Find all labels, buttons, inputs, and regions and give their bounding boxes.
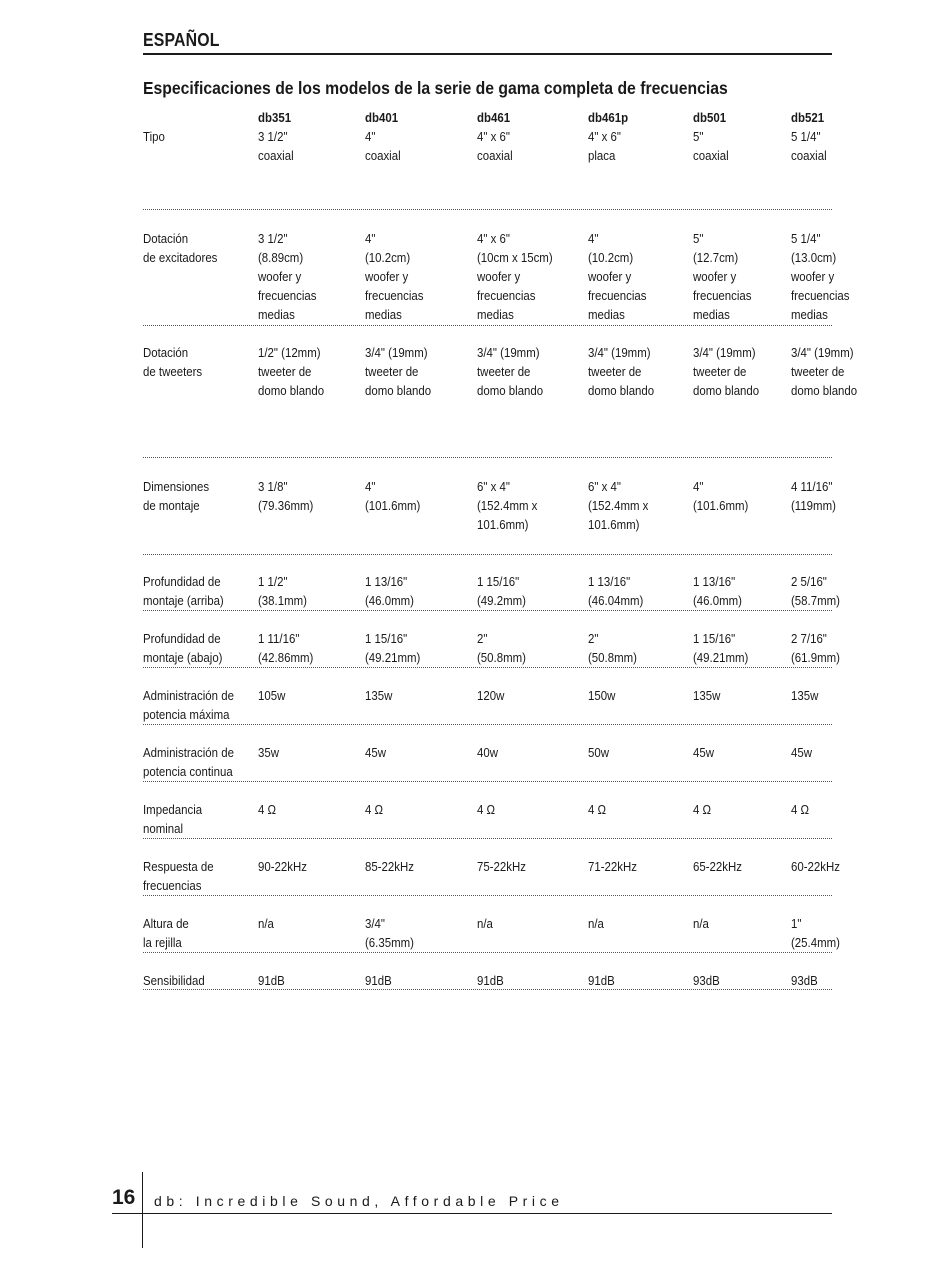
- spec-value-line: (58.7mm): [791, 593, 840, 608]
- spec-value-line: 45w: [365, 745, 386, 760]
- model-header: db461p: [588, 110, 629, 125]
- spec-value-line: 1 11/16": [258, 631, 300, 646]
- spec-value-line: 3 1/2": [258, 129, 288, 144]
- spec-value-line: frecuencias: [588, 288, 647, 303]
- spec-value-line: (25.4mm): [791, 935, 840, 950]
- spec-value: [477, 686, 504, 705]
- spec-row: [143, 343, 863, 477]
- spec-value-line: n/a: [258, 916, 274, 931]
- row-separator: [143, 781, 832, 782]
- spec-label-line: de montaje: [143, 498, 200, 513]
- spec-value-line: coaxial: [693, 148, 729, 163]
- spec-value-line: (79.36mm): [258, 498, 314, 513]
- spec-value-line: 35w: [258, 745, 279, 760]
- spec-value: [365, 686, 392, 705]
- spec-value: [258, 477, 313, 515]
- model-header: db521: [791, 110, 825, 125]
- spec-value-line: 4": [693, 479, 704, 494]
- spec-value-line: (50.8mm): [477, 650, 526, 665]
- spec-value-line: 65-22kHz: [693, 859, 742, 874]
- spec-label-line: de tweeters: [143, 364, 203, 379]
- spec-value: [365, 127, 401, 165]
- spec-value-line: frecuencias: [365, 288, 424, 303]
- spec-value: [791, 572, 840, 610]
- spec-value-line: (50.8mm): [588, 650, 637, 665]
- spec-value-line: 1 15/16": [365, 631, 408, 646]
- spec-value: [791, 914, 840, 952]
- spec-value-line: (10cm x 15cm): [477, 250, 553, 265]
- spec-value-line: 5": [693, 129, 704, 144]
- spec-value-line: 6" x 4": [588, 479, 621, 494]
- spec-value: [258, 229, 317, 324]
- spec-row: [143, 857, 863, 914]
- spec-value: [693, 914, 709, 933]
- spec-value-line: 1 13/16": [693, 574, 736, 589]
- spec-value-line: (49.2mm): [477, 593, 526, 608]
- spec-value-line: (101.6mm): [365, 498, 421, 513]
- spec-value-line: 4": [365, 129, 376, 144]
- spec-value-line: 1": [791, 916, 802, 931]
- spec-value: [693, 572, 742, 610]
- spec-value-line: (46.0mm): [693, 593, 742, 608]
- spec-value-line: n/a: [693, 916, 709, 931]
- spec-value-line: 2": [477, 631, 488, 646]
- spec-value: [588, 229, 647, 324]
- spec-value-line: 85-22kHz: [365, 859, 414, 874]
- spec-label: [143, 572, 224, 610]
- spec-value-line: n/a: [588, 916, 604, 931]
- spec-label: [143, 229, 217, 267]
- spec-label-line: Impedancia: [143, 802, 203, 817]
- spec-value: [791, 971, 818, 990]
- spec-row: [143, 127, 863, 229]
- spec-value-line: medias: [477, 307, 514, 322]
- spec-row: [143, 971, 863, 1001]
- spec-value-line: 50w: [588, 745, 609, 760]
- spec-value: [588, 343, 654, 400]
- spec-value: [588, 127, 621, 165]
- spec-value: [258, 572, 307, 610]
- spec-value: [791, 743, 812, 762]
- spec-value-line: (152.4mm x: [477, 498, 538, 513]
- row-separator: [143, 610, 832, 611]
- spec-row: [143, 686, 863, 743]
- spec-value-line: 101.6mm): [477, 517, 529, 532]
- spec-value-line: 135w: [365, 688, 393, 703]
- spec-value-line: 135w: [693, 688, 721, 703]
- spec-value-line: 1 15/16": [693, 631, 736, 646]
- spec-value-line: 4": [365, 231, 376, 246]
- row-separator: [143, 457, 832, 458]
- model-header: db401: [365, 110, 399, 125]
- model-header: db461: [477, 110, 511, 125]
- spec-value-line: woofer y: [791, 269, 835, 284]
- spec-table: [143, 108, 863, 1001]
- spec-value-line: tweeter de: [693, 364, 747, 379]
- spec-value: [588, 686, 615, 705]
- spec-value: [258, 914, 274, 933]
- spec-value-line: 4 Ω: [791, 802, 810, 817]
- spec-value-line: 3/4" (19mm): [791, 345, 854, 360]
- spec-value: [365, 229, 424, 324]
- spec-value-line: 4": [365, 479, 376, 494]
- spec-value: [477, 477, 537, 534]
- spec-rows: [143, 127, 863, 1001]
- spec-value-line: domo blando: [588, 383, 655, 398]
- spec-value-line: tweeter de: [477, 364, 531, 379]
- spec-value-line: tweeter de: [791, 364, 845, 379]
- spec-value: [365, 629, 420, 667]
- spec-value: [477, 743, 498, 762]
- row-separator: [143, 554, 832, 555]
- spec-value: [588, 800, 606, 819]
- spec-value: [477, 127, 513, 165]
- spec-value: [477, 857, 526, 876]
- spec-value: [693, 229, 752, 324]
- spec-label: [143, 629, 222, 667]
- spec-value-line: 40w: [477, 745, 498, 760]
- spec-value: [791, 127, 827, 165]
- spec-value-line: 93dB: [791, 973, 818, 988]
- spec-value: [477, 229, 553, 324]
- spec-label: [143, 857, 214, 895]
- spec-value-line: coaxial: [365, 148, 401, 163]
- spec-value-line: (42.86mm): [258, 650, 314, 665]
- spec-value-line: (6.35mm): [365, 935, 414, 950]
- spec-value: [588, 477, 648, 534]
- spec-value: [693, 971, 720, 990]
- row-separator: [143, 667, 832, 668]
- spec-value: [258, 971, 285, 990]
- spec-value-line: 45w: [791, 745, 812, 760]
- spec-label-line: montaje (arriba): [143, 593, 224, 608]
- spec-value-line: (38.1mm): [258, 593, 307, 608]
- spec-value-line: 135w: [791, 688, 819, 703]
- spec-value-line: (152.4mm x: [588, 498, 649, 513]
- footer-tagline: db: Incredible Sound, Affordable Price: [154, 1193, 564, 1209]
- spec-row: [143, 914, 863, 971]
- spec-value-line: (101.6mm): [693, 498, 749, 513]
- spec-value-line: 150w: [588, 688, 616, 703]
- spec-value-line: tweeter de: [588, 364, 642, 379]
- spec-value-line: 1 13/16": [588, 574, 631, 589]
- section-rule: [143, 53, 832, 55]
- spec-label-line: la rejilla: [143, 935, 182, 950]
- spec-value-line: (8.89cm): [258, 250, 304, 265]
- spec-value-line: frecuencias: [791, 288, 850, 303]
- spec-value-line: (10.2cm): [588, 250, 634, 265]
- spec-value-line: domo blando: [693, 383, 760, 398]
- spec-value-line: frecuencias: [258, 288, 317, 303]
- spec-value: [258, 800, 276, 819]
- spec-value: [365, 572, 414, 610]
- spec-value-line: woofer y: [477, 269, 521, 284]
- spec-value-line: (61.9mm): [791, 650, 840, 665]
- spec-value: [693, 477, 748, 515]
- spec-value: [365, 857, 414, 876]
- spec-value-line: 3/4" (19mm): [693, 345, 756, 360]
- spec-value-line: 71-22kHz: [588, 859, 637, 874]
- spec-label-line: montaje (abajo): [143, 650, 223, 665]
- spec-value-line: 75-22kHz: [477, 859, 526, 874]
- spec-value-line: woofer y: [365, 269, 409, 284]
- spec-value: [477, 343, 543, 400]
- model-header: db501: [693, 110, 727, 125]
- model-header: db351: [258, 110, 292, 125]
- spec-value-line: 3/4" (19mm): [588, 345, 651, 360]
- row-separator: [143, 325, 832, 326]
- spec-label-line: potencia máxima: [143, 707, 230, 722]
- row-separator: [143, 895, 832, 896]
- spec-value-line: 4 Ω: [258, 802, 277, 817]
- spec-row: [143, 629, 863, 686]
- spec-value-line: 3 1/8": [258, 479, 288, 494]
- spec-value-line: (119mm): [791, 498, 836, 513]
- spec-label-line: Dotación: [143, 345, 189, 360]
- spec-value-line: 4" x 6": [477, 231, 510, 246]
- spec-value: [791, 686, 818, 705]
- spec-value-line: coaxial: [258, 148, 294, 163]
- spec-value: [258, 343, 324, 400]
- spec-value-line: woofer y: [588, 269, 632, 284]
- spec-value-line: 4" x 6": [477, 129, 510, 144]
- spec-row: [143, 477, 863, 572]
- spec-label-line: Profundidad de: [143, 574, 221, 589]
- spec-value-line: 91dB: [477, 973, 504, 988]
- spec-value-line: 93dB: [693, 973, 720, 988]
- spec-label: [143, 971, 205, 990]
- spec-value-line: placa: [588, 148, 616, 163]
- spec-value-line: coaxial: [477, 148, 513, 163]
- spec-value-line: 4 Ω: [365, 802, 384, 817]
- spec-value-line: 60-22kHz: [791, 859, 840, 874]
- spec-value: [258, 629, 313, 667]
- spec-value-line: medias: [365, 307, 402, 322]
- page-heading: Especificaciones de los modelos de la serie de gama completa de frecuencias: [143, 78, 728, 98]
- spec-value: [477, 971, 504, 990]
- spec-value: [693, 686, 720, 705]
- spec-value: [588, 971, 615, 990]
- spec-value-line: 1 15/16": [477, 574, 520, 589]
- spec-value-line: (46.0mm): [365, 593, 414, 608]
- spec-label-line: potencia continua: [143, 764, 233, 779]
- spec-value-line: (12.7cm): [693, 250, 739, 265]
- spec-value: [365, 971, 392, 990]
- spec-value: [693, 800, 711, 819]
- spec-value-line: tweeter de: [258, 364, 312, 379]
- spec-value-line: medias: [693, 307, 730, 322]
- spec-value-line: 2": [588, 631, 599, 646]
- spec-value-line: frecuencias: [477, 288, 536, 303]
- row-separator: [143, 989, 832, 990]
- spec-label-line: Profundidad de: [143, 631, 221, 646]
- row-separator: [143, 724, 832, 725]
- spec-value-line: 91dB: [588, 973, 615, 988]
- spec-value-line: domo blando: [365, 383, 432, 398]
- spec-value: [588, 743, 609, 762]
- spec-value: [365, 743, 386, 762]
- footer-vertical-rule: [142, 1172, 143, 1248]
- spec-value-line: domo blando: [258, 383, 325, 398]
- spec-value-line: domo blando: [791, 383, 858, 398]
- spec-value: [588, 572, 643, 610]
- page-number: 16: [112, 1186, 136, 1209]
- spec-label: [143, 127, 165, 146]
- spec-value: [365, 914, 414, 952]
- spec-label-line: de excitadores: [143, 250, 218, 265]
- spec-value: [791, 629, 840, 667]
- spec-value-line: 3/4": [365, 916, 385, 931]
- spec-value-line: 91dB: [365, 973, 392, 988]
- spec-value-line: (49.21mm): [365, 650, 421, 665]
- spec-value-line: tweeter de: [365, 364, 419, 379]
- spec-value: [365, 800, 383, 819]
- spec-value: [365, 477, 420, 515]
- spec-value-line: (13.0cm): [791, 250, 837, 265]
- spec-row: [143, 229, 863, 343]
- spec-value-line: 4 11/16": [791, 479, 833, 494]
- spec-value-line: coaxial: [791, 148, 827, 163]
- spec-value: [477, 572, 526, 610]
- spec-label-line: Altura de: [143, 916, 189, 931]
- spec-value-line: 1 13/16": [365, 574, 408, 589]
- spec-value-line: 3/4" (19mm): [477, 345, 540, 360]
- spec-value-line: 1/2" (12mm): [258, 345, 321, 360]
- spec-value: [477, 914, 493, 933]
- spec-value-line: frecuencias: [693, 288, 752, 303]
- spec-value: [791, 800, 809, 819]
- spec-label: [143, 800, 202, 838]
- spec-value: [588, 857, 637, 876]
- spec-value-line: 105w: [258, 688, 286, 703]
- spec-value: [258, 743, 279, 762]
- spec-value: [477, 629, 526, 667]
- footer-horizontal-rule: [112, 1213, 832, 1214]
- spec-row: [143, 572, 863, 629]
- spec-value-line: 5 1/4": [791, 231, 821, 246]
- spec-value-line: 101.6mm): [588, 517, 640, 532]
- spec-label: [143, 343, 202, 381]
- spec-value: [693, 127, 729, 165]
- spec-value-line: 2 5/16": [791, 574, 827, 589]
- spec-label: [143, 477, 209, 515]
- spec-label-line: Respuesta de: [143, 859, 214, 874]
- spec-value: [588, 629, 637, 667]
- spec-value-line: 5 1/4": [791, 129, 821, 144]
- spec-value-line: 4 Ω: [477, 802, 496, 817]
- model-header-row: [143, 108, 863, 127]
- spec-value-line: woofer y: [258, 269, 302, 284]
- spec-value-line: 3/4" (19mm): [365, 345, 428, 360]
- spec-value-line: 4 Ω: [693, 802, 712, 817]
- spec-value-line: woofer y: [693, 269, 737, 284]
- section-title: ESPAÑOL: [143, 30, 220, 50]
- spec-label-line: nominal: [143, 821, 184, 836]
- spec-label-line: Administración de: [143, 688, 234, 703]
- spec-value-line: 2 7/16": [791, 631, 827, 646]
- spec-value-line: 5": [693, 231, 704, 246]
- spec-value-line: 45w: [693, 745, 714, 760]
- spec-value: [791, 343, 857, 400]
- spec-value-line: 120w: [477, 688, 505, 703]
- spec-value: [791, 477, 836, 515]
- spec-label-line: Dimensiones: [143, 479, 210, 494]
- spec-value-line: 91dB: [258, 973, 285, 988]
- spec-value: [693, 629, 748, 667]
- spec-value-line: (46.04mm): [588, 593, 644, 608]
- spec-value-line: 3 1/2": [258, 231, 288, 246]
- spec-value-line: medias: [791, 307, 828, 322]
- spec-value-line: domo blando: [477, 383, 544, 398]
- spec-label-line: Dotación: [143, 231, 189, 246]
- spec-value: [258, 686, 285, 705]
- spec-value-line: 6" x 4": [477, 479, 510, 494]
- spec-value-line: n/a: [477, 916, 493, 931]
- spec-value-line: 90-22kHz: [258, 859, 307, 874]
- spec-value: [791, 229, 850, 324]
- spec-value: [693, 857, 742, 876]
- spec-value: [258, 857, 307, 876]
- spec-row: [143, 800, 863, 857]
- spec-value: [365, 343, 431, 400]
- spec-value: [693, 743, 714, 762]
- spec-value: [588, 914, 604, 933]
- spec-value: [258, 127, 294, 165]
- spec-value-line: 4": [588, 231, 599, 246]
- spec-label-line: Tipo: [143, 129, 165, 144]
- spec-value-line: (49.21mm): [693, 650, 749, 665]
- row-separator: [143, 952, 832, 953]
- spec-value-line: 1 1/2": [258, 574, 288, 589]
- spec-label-line: frecuencias: [143, 878, 202, 893]
- spec-label: [143, 914, 189, 952]
- spec-value-line: 4" x 6": [588, 129, 621, 144]
- spec-value-line: medias: [588, 307, 625, 322]
- spec-label-line: Administración de: [143, 745, 234, 760]
- spec-row: [143, 743, 863, 800]
- spec-value-line: (10.2cm): [365, 250, 411, 265]
- spec-value-line: 4 Ω: [588, 802, 607, 817]
- spec-label: [143, 686, 234, 724]
- row-separator: [143, 209, 832, 210]
- spec-value-line: medias: [258, 307, 295, 322]
- spec-label-line: Sensibilidad: [143, 973, 205, 988]
- spec-value: [477, 800, 495, 819]
- spec-value: [693, 343, 759, 400]
- row-separator: [143, 838, 832, 839]
- spec-label: [143, 743, 234, 781]
- spec-value: [791, 857, 840, 876]
